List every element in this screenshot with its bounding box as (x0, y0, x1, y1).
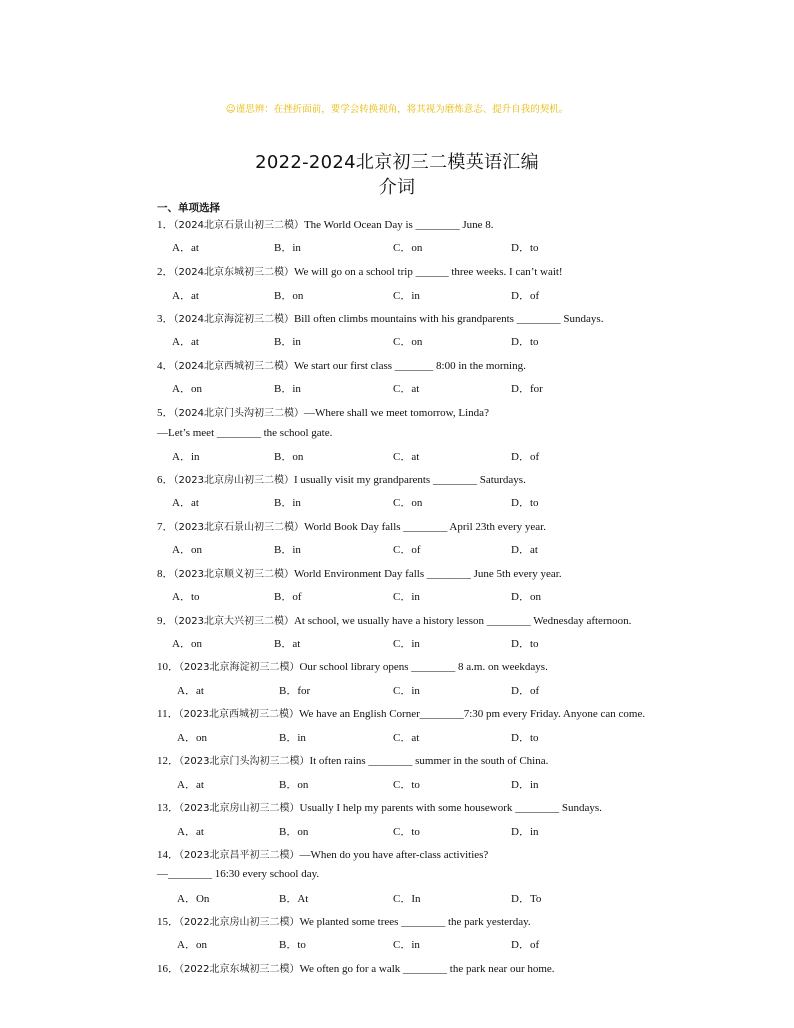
option-d: D．of (511, 685, 540, 697)
option-d: D．in (511, 779, 539, 791)
option-a: A．on (172, 638, 202, 650)
question-5 (157, 404, 489, 420)
option-b: B．to (279, 939, 306, 951)
option-a: A．on (177, 939, 207, 951)
question-continuation: —________ 16:30 every school day. (157, 868, 320, 880)
option-c: C．in (393, 591, 420, 603)
question-source: （2023北京顺义初三二模） (173, 569, 294, 580)
option-d: D．to (511, 336, 539, 348)
question-12 (157, 752, 548, 768)
question-number: 9． (157, 615, 174, 627)
question-source: （2024北京门头沟初三二模） (173, 408, 304, 419)
question-6 (157, 471, 526, 487)
question-text: The World Ocean Day is ________ June 8. (303, 219, 494, 231)
question-source: （2023北京房山初三二模） (173, 475, 294, 486)
option-d: D．in (511, 826, 539, 838)
option-b: B．in (274, 336, 301, 348)
question-source: （2022北京房山初三二模） (179, 917, 300, 928)
question-number: 5． (157, 407, 174, 419)
option-d: D．on (511, 591, 541, 603)
question-source: （2023北京西城初三二模） (178, 709, 300, 720)
question-text: Usually I help my parents with some housework ________ Sundays. (299, 802, 602, 814)
question-text: We often go for a walk ________ the park near our home. (299, 963, 555, 975)
question-9 (157, 612, 631, 628)
option-a: A．at (172, 242, 199, 254)
option-c: C．at (393, 383, 420, 395)
option-a: A．at (177, 685, 204, 697)
question-source: （2023北京海淀初三二模） (179, 662, 300, 673)
question-1 (157, 216, 494, 232)
option-a: A．at (172, 290, 199, 302)
option-a: A．at (177, 826, 204, 838)
question-text: We will go on a school trip ______ three weeks. I can’t wait! (293, 266, 563, 278)
question-source: （2024北京海淀初三二模） (173, 314, 294, 325)
option-d: D．to (511, 638, 539, 650)
option-a: A．to (172, 591, 200, 603)
question-number: 13． (157, 802, 179, 814)
option-a: A．on (177, 732, 207, 744)
question-number: 11． (157, 708, 179, 720)
option-a: A．on (172, 544, 202, 556)
option-b: B．in (279, 732, 306, 744)
option-b: B．on (279, 826, 309, 838)
question-3 (157, 310, 603, 326)
question-14 (157, 846, 488, 862)
option-c: C．on (393, 497, 423, 509)
option-b: B．in (274, 242, 301, 254)
question-number: 15． (157, 916, 179, 928)
option-c: C．in (393, 638, 420, 650)
page-title: 2022-2024北京初三二模英语汇编 (255, 152, 539, 173)
question-number: 14． (157, 849, 179, 861)
question-text: At school, we usually have a history lesson ________ Wednesday afternoon. (293, 615, 632, 627)
question-number: 2． (157, 266, 174, 278)
question-10 (157, 658, 548, 674)
option-b: B．At (279, 893, 309, 905)
question-text: Bill often climbs mountains with his grandparents ________ Sundays. (293, 313, 604, 325)
option-b: B．on (274, 451, 304, 463)
option-b: B．on (274, 290, 304, 302)
option-b: B．in (274, 497, 301, 509)
motto-banner: ☺谨思辨：在挫折面前，要学会转换视角，将其视为磨炼意志、提升自我的契机。 (225, 104, 569, 115)
option-d: D．at (511, 544, 538, 556)
question-text: Our school library opens ________ 8 a.m. on weekdays. (299, 661, 548, 673)
option-c: C．in (393, 939, 420, 951)
option-b: B．on (279, 779, 309, 791)
option-c: C．at (393, 732, 420, 744)
question-number: 12． (157, 755, 179, 767)
question-number: 16． (157, 963, 179, 975)
option-d: D．of (511, 451, 540, 463)
question-number: 8． (157, 568, 174, 580)
option-b: B．for (279, 685, 311, 697)
question-number: 1． (157, 219, 174, 231)
question-text: World Environment Day falls ________ June 5th every year. (293, 568, 562, 580)
question-number: 10． (157, 661, 179, 673)
option-c: C．on (393, 242, 423, 254)
section-heading: 一、单项选择 (157, 202, 220, 214)
option-c: C．to (393, 779, 420, 791)
page-subtitle: 介词 (378, 177, 416, 198)
option-a: A．at (172, 497, 199, 509)
question-text: It often rains ________ summer in the south of China. (309, 755, 549, 767)
option-a: A．on (172, 383, 202, 395)
option-c: C．In (393, 893, 421, 905)
question-source: （2023北京大兴初三二模） (173, 616, 294, 627)
option-d: D．to (511, 732, 539, 744)
question-source: （2022北京东城初三二模） (179, 964, 300, 975)
option-d: D．of (511, 290, 540, 302)
option-d: D．to (511, 242, 539, 254)
question-number: 4． (157, 360, 174, 372)
question-source: （2024北京东城初三二模） (173, 267, 294, 278)
question-source: （2023北京门头沟初三二模） (179, 756, 310, 767)
option-d: D．To (511, 893, 542, 905)
question-13 (157, 799, 602, 815)
option-b: B．at (274, 638, 301, 650)
question-2 (157, 263, 563, 279)
option-b: B．of (274, 591, 302, 603)
question-text: —When do you have after-class activities? (299, 849, 489, 861)
option-a: A．at (172, 336, 199, 348)
option-c: C．in (393, 290, 420, 302)
option-c: C．to (393, 826, 420, 838)
question-source: （2024北京石景山初三二模） (173, 220, 304, 231)
question-15 (157, 913, 531, 929)
question-text: We have an English Corner________7:30 pm every Friday. Anyone can come. (299, 708, 646, 720)
question-text: —Where shall we meet tomorrow, Linda? (303, 407, 489, 419)
question-7 (157, 518, 546, 534)
option-d: D．for (511, 383, 543, 395)
question-16 (157, 960, 555, 976)
option-c: C．at (393, 451, 420, 463)
option-c: C．on (393, 336, 423, 348)
option-a: A．in (172, 451, 200, 463)
option-a: A．at (177, 779, 204, 791)
question-source: （2023北京石景山初三二模） (173, 522, 304, 533)
option-b: B．in (274, 383, 301, 395)
option-c: C．in (393, 685, 420, 697)
question-8 (157, 565, 562, 581)
question-source: （2023北京房山初三二模） (179, 803, 300, 814)
question-number: 6． (157, 474, 174, 486)
question-text: I usually visit my grandparents ________ Saturdays. (293, 474, 526, 486)
question-text: We planted some trees ________ the park yesterday. (299, 916, 531, 928)
question-4 (157, 357, 526, 373)
option-c: C．of (393, 544, 421, 556)
question-continuation: —Let’s meet ________ the school gate. (157, 427, 333, 439)
question-source: （2024北京西城初三二模） (173, 361, 294, 372)
option-a: A．On (177, 893, 210, 905)
question-number: 3． (157, 313, 174, 325)
question-text: World Book Day falls ________ April 23th every year. (303, 521, 546, 533)
option-d: D．to (511, 497, 539, 509)
option-d: D．of (511, 939, 540, 951)
option-b: B．in (274, 544, 301, 556)
question-source: （2023北京昌平初三二模） (179, 850, 300, 861)
question-text: We start our first class _______ 8:00 in the morning. (293, 360, 526, 372)
question-number: 7． (157, 521, 174, 533)
question-11 (157, 705, 645, 721)
